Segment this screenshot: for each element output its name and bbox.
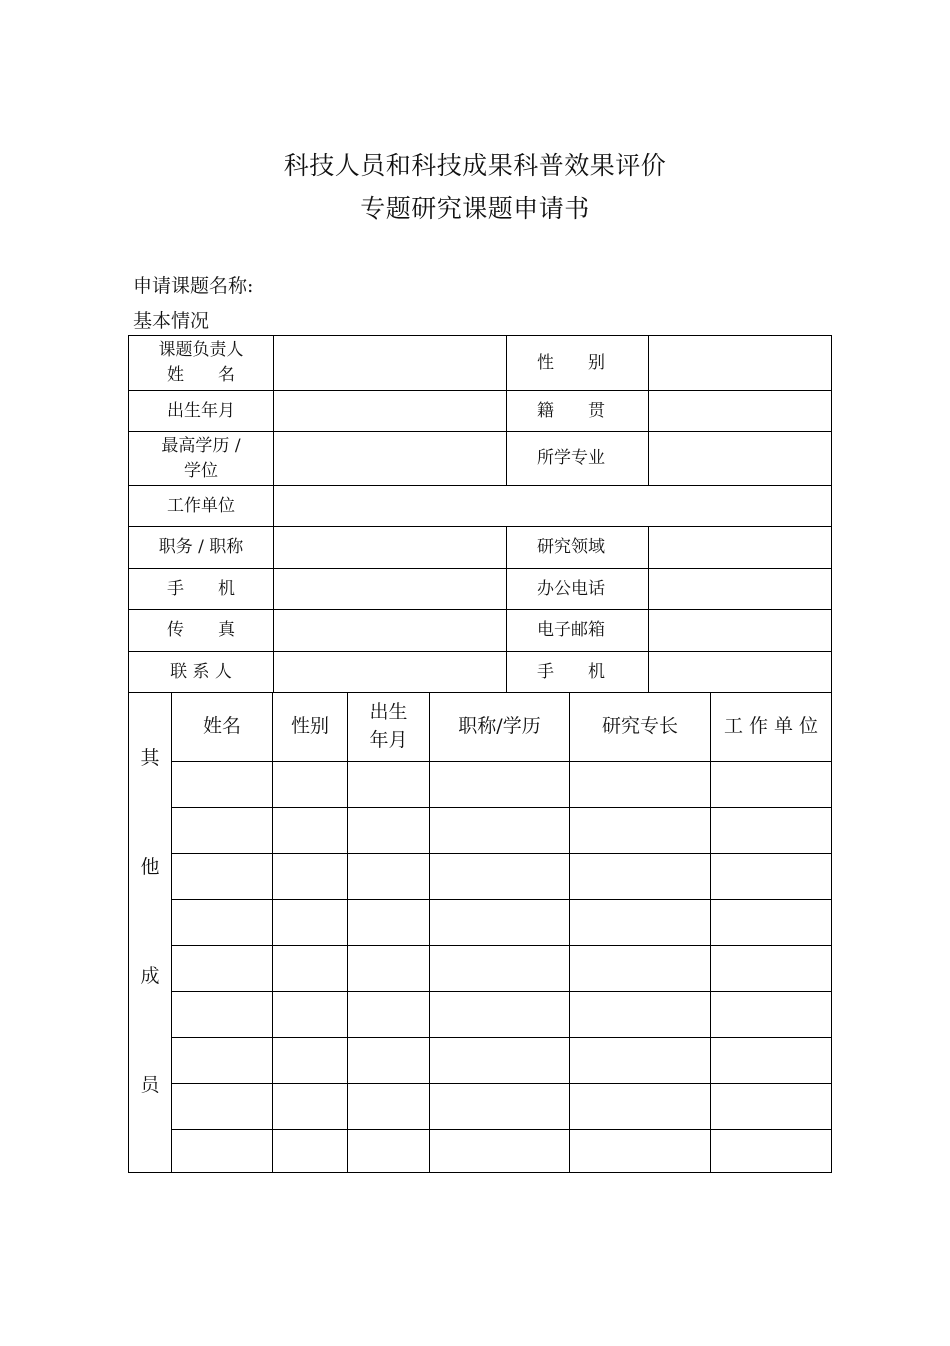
contact-mobile-label: 手 机 [507,652,649,693]
member-gender-cell[interactable] [273,808,348,854]
native-place-field[interactable] [649,391,832,432]
member-gender-cell[interactable] [273,1130,348,1173]
section-basic-info-label: 基本情况 [133,310,210,332]
member-gender-cell[interactable] [273,762,348,808]
office-phone-label: 办公电话 [507,569,649,610]
document-title-line-1: 科技人员和科技成果科普效果评价 [283,151,667,180]
member-title-cell[interactable] [430,946,570,992]
side-char-4: 员 [140,1074,160,1096]
member-unit-cell[interactable] [711,992,832,1038]
member-unit-cell[interactable] [711,900,832,946]
gender-label: 性 别 [507,336,649,391]
member-gender-cell[interactable] [273,900,348,946]
other-members-table [128,692,832,1173]
member-gender-cell[interactable] [273,1084,348,1130]
member-unit-cell[interactable] [711,1084,832,1130]
member-title-cell[interactable] [430,900,570,946]
contact-person-field[interactable] [274,652,507,693]
work-unit-field[interactable] [274,486,832,527]
member-row [129,808,832,854]
education-field[interactable] [274,432,507,486]
member-birth-cell[interactable] [348,1084,430,1130]
mobile-label: 手 机 [129,569,274,610]
topic-name-label: 申请课题名称: [133,275,254,297]
col-header-birth-line-1: 出生 [369,701,408,724]
title-rank-field[interactable] [274,527,507,569]
member-name-cell[interactable] [172,854,273,900]
education-label [129,432,274,486]
major-label: 所学专业 [507,432,649,486]
member-title-cell[interactable] [430,762,570,808]
side-char-3: 成 [140,965,160,987]
member-specialty-cell[interactable] [570,1038,711,1084]
mobile-field[interactable] [274,569,507,610]
gender-field[interactable] [649,336,832,391]
major-field[interactable] [649,432,832,486]
member-name-cell[interactable] [172,762,273,808]
leader-name-field[interactable] [274,336,507,391]
birth-field[interactable] [274,391,507,432]
member-specialty-cell[interactable] [570,946,711,992]
member-unit-cell[interactable] [711,1130,832,1173]
fax-field[interactable] [274,610,507,652]
member-birth-cell[interactable] [348,808,430,854]
member-row [129,946,832,992]
col-header-unit: 工 作 单 位 [711,693,832,762]
side-char-2: 他 [140,856,160,878]
contact-person-label: 联 系 人 [129,652,274,693]
email-field[interactable] [649,610,832,652]
member-specialty-cell[interactable] [570,762,711,808]
member-unit-cell[interactable] [711,808,832,854]
side-char-1: 其 [140,747,160,769]
leader-label-line-1: 课题负责人 [158,340,244,361]
member-name-cell[interactable] [172,1084,273,1130]
work-unit-label: 工作单位 [129,486,274,527]
member-specialty-cell[interactable] [570,808,711,854]
member-birth-cell[interactable] [348,946,430,992]
member-unit-cell[interactable] [711,946,832,992]
document-title-line-2: 专题研究课题申请书 [360,194,590,223]
member-specialty-cell[interactable] [570,1130,711,1173]
member-gender-cell[interactable] [273,854,348,900]
education-label-line-1: 最高学历 / [161,435,241,456]
research-field-label: 研究领域 [507,527,649,569]
member-name-cell[interactable] [172,1038,273,1084]
member-birth-cell[interactable] [348,854,430,900]
member-name-cell[interactable] [172,900,273,946]
col-header-birth-line-2: 年月 [369,729,408,751]
member-birth-cell[interactable] [348,992,430,1038]
leader-label-line-2: 姓 名 [167,365,235,385]
member-specialty-cell[interactable] [570,900,711,946]
email-label: 电子邮箱 [507,610,649,652]
title-rank-label: 职务 / 职称 [129,527,274,569]
member-name-cell[interactable] [172,992,273,1038]
member-name-cell[interactable] [172,1130,273,1173]
member-title-cell[interactable] [430,808,570,854]
member-unit-cell[interactable] [711,1038,832,1084]
member-row [129,1084,832,1130]
member-gender-cell[interactable] [273,1038,348,1084]
education-label-line-2: 学位 [184,460,218,481]
birth-label: 出生年月 [129,391,274,432]
member-birth-cell[interactable] [348,1130,430,1173]
member-name-cell[interactable] [172,946,273,992]
member-gender-cell[interactable] [273,946,348,992]
member-specialty-cell[interactable] [570,992,711,1038]
member-title-cell[interactable] [430,1130,570,1173]
member-birth-cell[interactable] [348,762,430,808]
member-name-cell[interactable] [172,808,273,854]
member-unit-cell[interactable] [711,762,832,808]
fax-label: 传 真 [129,610,274,652]
member-row [129,1038,832,1084]
leader-name-label [129,336,274,391]
col-header-birth [348,693,430,762]
col-header-specialty: 研究专长 [570,693,711,762]
member-title-cell[interactable] [430,1084,570,1130]
office-phone-field[interactable] [649,569,832,610]
col-header-name: 姓名 [172,693,273,762]
member-specialty-cell[interactable] [570,1084,711,1130]
member-row [129,1130,832,1173]
contact-mobile-field[interactable] [649,652,832,693]
native-place-label: 籍 贯 [507,391,649,432]
member-unit-cell[interactable] [711,854,832,900]
member-row [129,854,832,900]
member-birth-cell[interactable] [348,1038,430,1084]
member-title-cell[interactable] [430,992,570,1038]
member-birth-cell[interactable] [348,900,430,946]
research-field-field[interactable] [649,527,832,569]
basic-info-table [128,335,832,693]
member-specialty-cell[interactable] [570,854,711,900]
col-header-title-edu: 职称/学历 [430,693,570,762]
member-title-cell[interactable] [430,854,570,900]
col-header-gender: 性别 [273,693,348,762]
other-members-side-label [129,693,172,1173]
member-gender-cell[interactable] [273,992,348,1038]
member-row [129,762,832,808]
member-row [129,900,832,946]
member-row [129,992,832,1038]
member-title-cell[interactable] [430,1038,570,1084]
